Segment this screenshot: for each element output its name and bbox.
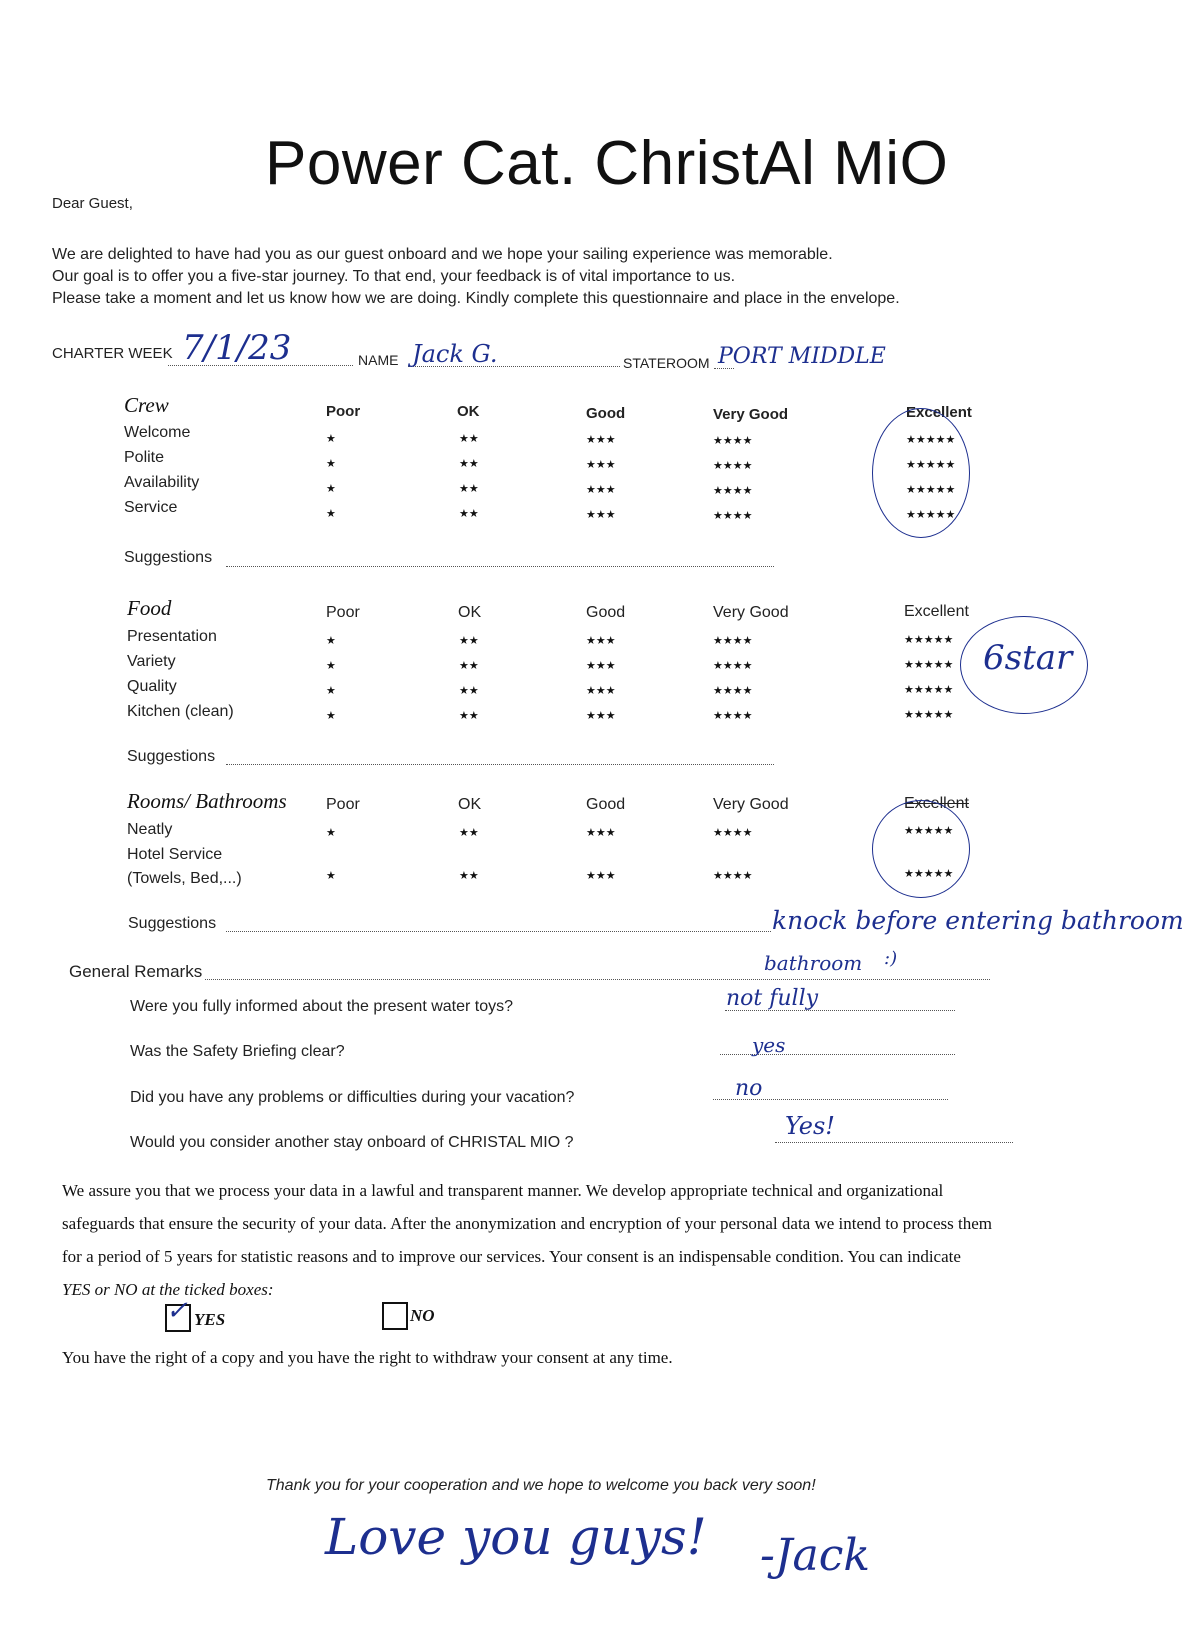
star-rating[interactable]: ★★★★★ — [904, 659, 954, 671]
closing-text: Thank you for your cooperation and we hope to welcome you back very soon! — [266, 1477, 816, 1494]
star-rating[interactable]: ★★★ — [586, 710, 616, 722]
star-rating[interactable]: ★★★ — [586, 434, 616, 446]
star-rating[interactable]: ★★ — [459, 433, 479, 445]
answer-another-stay[interactable]: Yes! — [785, 1112, 835, 1140]
star-rating[interactable]: ★★★★ — [713, 827, 753, 839]
star-rating[interactable]: ★★★★★ — [906, 484, 956, 496]
star-rating[interactable]: ★★★★ — [713, 870, 753, 882]
star-rating[interactable]: ★ — [326, 870, 336, 882]
rooms-suggestions-value[interactable]: knock before entering bathroom — [772, 906, 1184, 935]
star-rating[interactable]: ★★★★ — [713, 660, 753, 672]
star-rating[interactable]: ★★★★★ — [906, 509, 956, 521]
food-item-kitchen: Kitchen (clean) — [127, 703, 234, 720]
star-rating[interactable]: ★★ — [459, 827, 479, 839]
six-star-annotation: 6star — [983, 638, 1073, 678]
col-poor: Poor — [326, 403, 361, 420]
star-rating[interactable]: ★★ — [459, 870, 479, 882]
handwritten-message: Love you guys! — [325, 1508, 707, 1566]
col-excellent: Excellent — [906, 404, 972, 421]
star-rating[interactable]: ★★★★★ — [906, 434, 956, 446]
star-rating[interactable]: ★★★★★ — [906, 459, 956, 471]
charter-week-label: CHARTER WEEK — [52, 345, 173, 362]
smiley-doodle: :) — [884, 948, 898, 969]
star-rating[interactable]: ★★★★ — [713, 685, 753, 697]
star-rating[interactable]: ★★ — [459, 635, 479, 647]
star-rating[interactable]: ★★★ — [586, 685, 616, 697]
star-rating[interactable]: ★★★★★ — [904, 634, 954, 646]
charter-week-value[interactable]: 7/1/23 — [182, 328, 292, 368]
answer-line[interactable] — [775, 1142, 1013, 1143]
section-title-rooms: Rooms/ Bathrooms — [127, 789, 287, 813]
star-rating[interactable]: ★★★ — [586, 870, 616, 882]
food-item-variety: Variety — [127, 653, 176, 670]
star-rating[interactable]: ★★★ — [586, 509, 616, 521]
name-value[interactable]: Jack G. — [412, 340, 498, 368]
col-ok: OK — [457, 403, 480, 420]
legal-line-4: YES or NO at the ticked boxes: — [62, 1280, 274, 1299]
intro-line-3: Please take a moment and let us know how we are doing. Kindly complete this questionnaire and place in the envelope. — [52, 290, 900, 307]
answer-water-toys[interactable]: not fully — [726, 986, 819, 1011]
food-suggestions-line[interactable] — [226, 764, 774, 765]
legal-line-3: for a period of 5 years for statistic reasons and to improve our services. Your consent is an indispensable condition. You can indicate — [62, 1247, 961, 1266]
stateroom-label: STATEROOM — [623, 355, 710, 371]
no-label: NO — [410, 1306, 435, 1325]
star-rating[interactable]: ★ — [326, 660, 336, 672]
general-remarks-value[interactable]: bathroom — [764, 951, 863, 975]
page-title: Power Cat. ChristAl MiO — [265, 129, 949, 198]
star-rating[interactable]: ★★ — [459, 508, 479, 520]
col-very-good: Very Good — [713, 406, 789, 423]
answer-problems[interactable]: no — [735, 1076, 763, 1101]
star-rating[interactable]: ★★ — [459, 483, 479, 495]
col-excellent: Excellent — [904, 603, 969, 620]
star-rating[interactable]: ★ — [326, 685, 336, 697]
food-suggestions-label: Suggestions — [127, 748, 216, 765]
yes-label: YES — [194, 1310, 226, 1329]
star-rating[interactable]: ★★★★★ — [904, 868, 954, 880]
legal-line-1: We assure you that we process your data in a lawful and transparent manner. We develop appropriate technical and organizational — [62, 1181, 944, 1200]
star-rating[interactable]: ★ — [326, 458, 336, 470]
question-another-stay: Would you consider another stay onboard of CHRISTAL MIO ? — [130, 1134, 574, 1151]
crew-item-availability: Availability — [124, 474, 200, 491]
signature: -Jack — [760, 1530, 871, 1581]
star-rating[interactable]: ★★★★★ — [904, 825, 954, 837]
star-rating[interactable]: ★ — [326, 508, 336, 520]
stateroom-value[interactable]: PORT MIDDLE — [718, 344, 886, 369]
star-rating[interactable]: ★★ — [459, 685, 479, 697]
col-good: Good — [586, 796, 626, 813]
col-ok: OK — [458, 604, 482, 621]
star-rating[interactable]: ★★★★ — [713, 435, 753, 447]
col-good: Good — [586, 604, 626, 621]
rooms-suggestions-label: Suggestions — [128, 915, 217, 932]
food-item-quality: Quality — [127, 678, 177, 695]
col-ok: OK — [458, 796, 482, 813]
crew-item-welcome: Welcome — [124, 424, 191, 441]
name-label: NAME — [358, 352, 399, 368]
rooms-item-neatly: Neatly — [127, 821, 173, 838]
star-rating[interactable]: ★★★★ — [713, 460, 753, 472]
section-title-food: Food — [127, 596, 172, 620]
crew-suggestions-line[interactable] — [226, 566, 774, 567]
question-water-toys: Were you fully informed about the present water toys? — [130, 998, 514, 1015]
answer-safety-briefing[interactable]: yes — [752, 1033, 786, 1057]
food-item-presentation: Presentation — [127, 628, 217, 645]
star-rating[interactable]: ★★★ — [586, 484, 616, 496]
crew-item-polite: Polite — [124, 449, 165, 466]
general-remarks-line[interactable] — [205, 979, 990, 980]
rooms-suggestions-line[interactable] — [226, 931, 771, 932]
star-rating[interactable]: ★★ — [459, 660, 479, 672]
legal-line-2: safeguards that ensure the security of your data. After the anonymization and encryption of your personal data we intend to process them — [62, 1214, 992, 1233]
star-rating[interactable]: ★★★★ — [713, 710, 753, 722]
general-remarks-label: General Remarks — [69, 962, 203, 981]
star-rating[interactable]: ★★★★ — [713, 635, 753, 647]
excellent-selection-circle — [872, 408, 970, 538]
star-rating[interactable]: ★★ — [459, 458, 479, 470]
greeting: Dear Guest, — [52, 195, 133, 212]
excellent-selection-circle — [872, 800, 970, 898]
star-rating[interactable]: ★★★ — [586, 635, 616, 647]
star-rating[interactable]: ★★★★ — [713, 510, 753, 522]
rooms-item-hotel-service: Hotel Service — [127, 846, 223, 863]
section-title-crew: Crew — [124, 393, 169, 417]
no-checkbox[interactable] — [382, 1302, 408, 1330]
star-rating[interactable]: ★★★ — [586, 660, 616, 672]
question-safety-briefing: Was the Safety Briefing clear? — [130, 1043, 345, 1060]
rooms-item-towels-bed: (Towels, Bed,...) — [127, 870, 242, 887]
star-rating[interactable]: ★ — [326, 483, 336, 495]
rights-text: You have the right of a copy and you have the right to withdraw your consent at any time. — [62, 1348, 673, 1367]
star-rating[interactable]: ★★ — [459, 710, 479, 722]
col-poor: Poor — [326, 604, 360, 621]
star-rating[interactable]: ★ — [326, 635, 336, 647]
star-rating[interactable]: ★★★★ — [713, 485, 753, 497]
star-rating[interactable]: ★★★ — [586, 827, 616, 839]
star-rating[interactable]: ★ — [326, 827, 336, 839]
crew-suggestions-label: Suggestions — [124, 549, 213, 566]
star-rating[interactable]: ★★★★★ — [904, 684, 954, 696]
star-rating[interactable]: ★ — [326, 433, 336, 445]
star-rating[interactable]: ★ — [326, 710, 336, 722]
question-problems: Did you have any problems or difficulties during your vacation? — [130, 1089, 575, 1106]
col-good: Good — [586, 405, 626, 422]
checkmark-icon: ✓ — [166, 1296, 188, 1326]
col-excellent: Excellent — [904, 795, 969, 812]
col-poor: Poor — [326, 796, 360, 813]
col-very-good: Very Good — [713, 796, 789, 813]
intro-line-1: We are delighted to have had you as our guest onboard and we hope your sailing experience was memorable. — [52, 246, 833, 263]
star-rating[interactable]: ★★★★★ — [904, 709, 954, 721]
col-very-good: Very Good — [713, 604, 789, 621]
star-rating[interactable]: ★★★ — [586, 459, 616, 471]
crew-item-service: Service — [124, 499, 178, 516]
intro-line-2: Our goal is to offer you a five-star journey. To that end, your feedback is of vital importance to us. — [52, 268, 736, 285]
